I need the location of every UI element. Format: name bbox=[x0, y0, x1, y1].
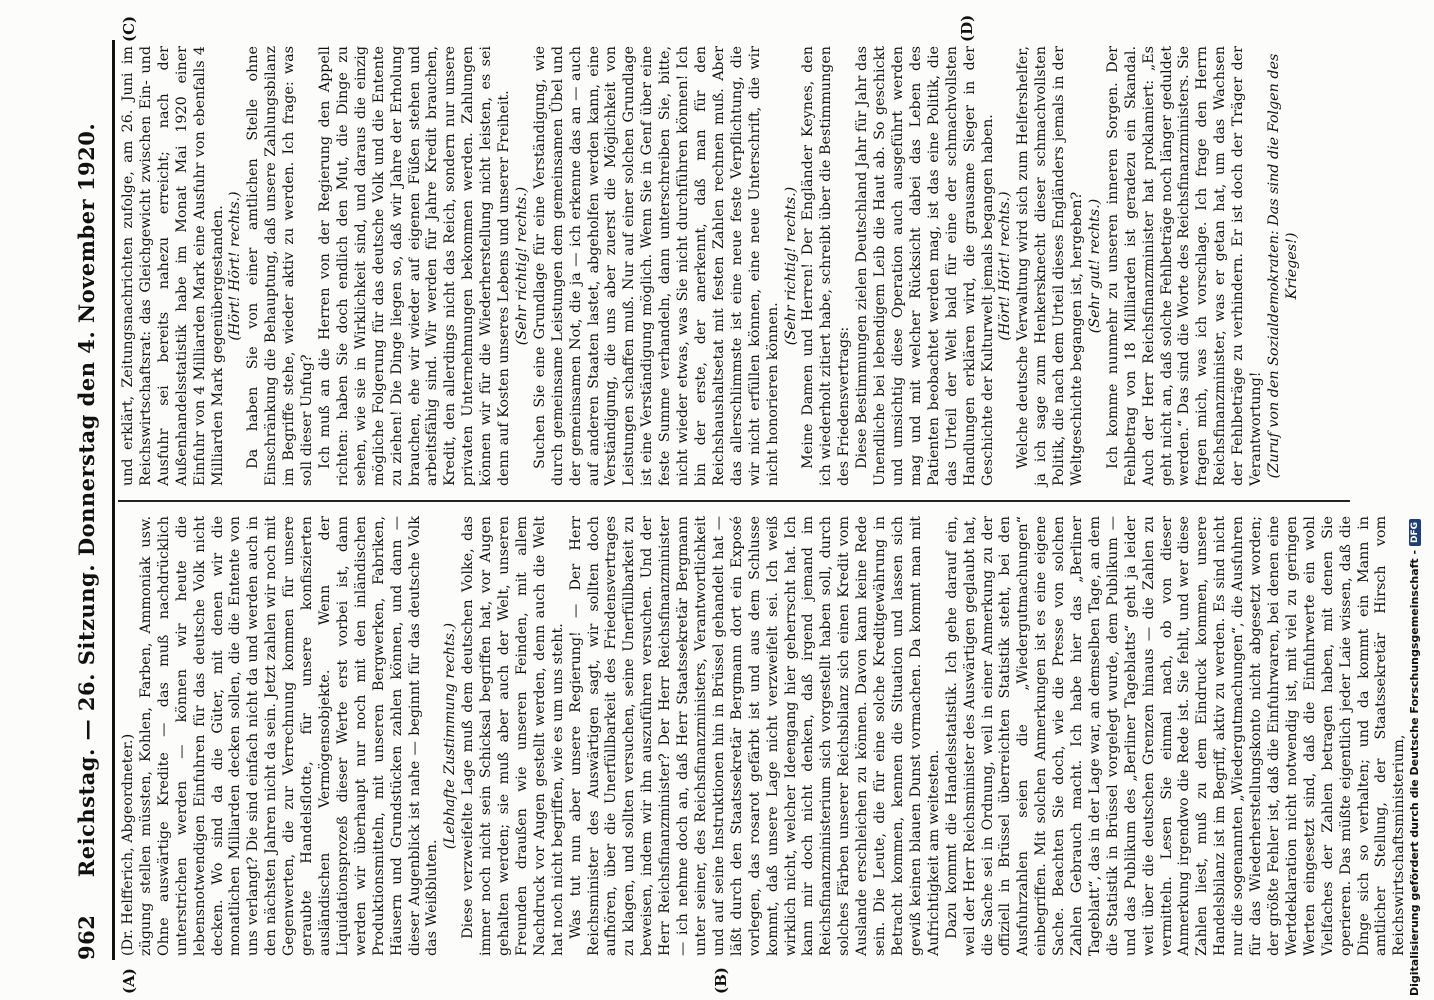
digitization-credit bbox=[1408, 16, 1430, 996]
interjection: (Hört! Hört! rechts.) bbox=[997, 191, 1014, 341]
paragraph: zügung stellen müssten, Kohlen, Farben, Ammoniak usw. Ohne auswärtige Kredite — das muß nachdrücklich unterstrichen werden — können wir heute die lebensnotwendigen Einfuhren für das deutsche Volk nicht decken. Wo sind da die Güter, mit denen wir die monatlichen Milliarden decken sollen, die die Entente von uns verlangt? Die sind einfach nicht da und werden auch in den nächsten Jahren nicht da sein. Jetzt zahlen wir noch mit Gegenwerten, die zur Verrechnung kommen für unsere geraubte Handelsflotte, für unsere konfiszierten ausländischen Vermögensobjekte. Wenn der Liquidationsprozeß dieser Werte erst vorbei ist, dann werden wir überhaupt nur noch mit den inländischen Produktionsmitteln, mit unseren Bergwerken, Fabriken, Häusern und Grundstücken zahlen können, und dann — dieser Augenblick ist nahe — beginnt für das deutsche Volk das Weißbluten. bbox=[137, 516, 441, 956]
margin-marker-b: (B) bbox=[712, 967, 730, 994]
dfg-logo-icon: DFG bbox=[1409, 519, 1421, 546]
paragraph: Meine Damen und Herren! Der Engländer Keynes, den ich wiederholt zitiert habe, schreibt über die Bestimmungen des Friedensvertrags: bbox=[800, 46, 853, 486]
margin-marker-c: (C) bbox=[120, 15, 138, 42]
interjection: (Sehr richtig! rechts.) bbox=[782, 186, 799, 346]
page-title: Reichstag. — 26. Sitzung. Donnerstag den 4. November 1920. bbox=[74, 122, 99, 878]
interjection: (Hört! Hört! rechts.) bbox=[227, 191, 244, 341]
paragraph: Was tut nun aber unsere Regierung! — Der Herr Reichsminister des Auswärtigen sagt, wir sollten doch aufhören, über die Unerfüllbarkeit des Friedensvertrages zu klagen, und sollten versuchen, seine Unerfüllbarkeit zu beweisen, indem wir ihn auszuführen versuchen. Und der Herr Reichsfinanzminister? Der Herr Reichsfinanzminister — ich nehme doch an, daß Herr Staatssekretär Bergmann unter seiner, des Reichsfinanzministers, Verantwortlichkeit und auf seine Instruktionen hin in Brüssel gehandelt hat — läßt durch den Staatssekretär Bergmann dort ein Exposé vorlegen, das rosarot gefärbt ist und aus dem Schlusse kommt, daß unsere Lage nicht verzweifelt sei. Ich weiß wirklich nicht, welcher Ideengang hier geherrscht hat. Ich kann mir doch nicht denken, daß irgend jemand im Reichsfinanzministerium sich vorgestellt haben soll, durch solches Färben unserer Reichsbilanz sich einen Kredit vom Auslande erschleichen zu können. Davon kann keine Rede sein. Die Leute, die für eine solche Kreditgewährung in Betracht kommen, kennen die Situation und lassen sich gewiß keinen blauen Dunst vormachen. Da kommt man mit Aufrichtigkeit am weitesten. bbox=[567, 516, 942, 956]
paragraph: Ich muß an die Herren von der Regierung den Appell richten: haben Sie doch endlich den Mut, die Dinge zu sehen, wie sie in Wirklichkeit sind, und daraus die einzig mögliche Folgerung für das deutsche Volk und die Entente zu ziehen! Die Dinge liegen so, daß wir Jahre der Erholung brauchen, ehe wir wieder auf eigenen Füßen stehen und arbeitsfähig sind. Wir werden für Jahre Kredit brauchen, Kredit, den allerdings nicht das Reich, sondern nur unsere privaten Unternehmungen bekommen werden. Zahlungen können wir für die Wiederherstellung nicht leisten, es sei denn auf Kosten unseres Lebens und unserer Freiheit. bbox=[316, 46, 513, 486]
interjection: (Sehr gut! rechts.) bbox=[1086, 198, 1103, 334]
interjection: (Zuruf von den Sozialdemokraten: Das sind die Folgen des Krieges!) bbox=[1266, 53, 1300, 479]
paragraph: Dazu kommt die Handelsstatistik. Ich gehe darauf ein, weil der Herr Reichsminister des Auswärtigen geglaubt hat, die Sache sei in Ordnung, weil in einer Anmerkung zu der offiziell in Brüssel überreichten Statistik steht, bei den Ausfuhrzahlen seien die „Wiedergutmachungen“ einbegriffen. Mit solchen Anmerkungen ist es eine eigene Sache. Beachten Sie doch, wie die Presse von solchen Zahlen Gebrauch macht. Ich habe hier das „Berliner Tageblatt“, das in der Lage war, an demselben Tage, an dem die Statistik in Brüssel vorgelegt wurde, dem Publikum — und das Publikum des „Berliner Tageblatts“ geht ja leider weit über die deutschen Grenzen hinaus — die Zahlen zu vermitteln. Lesen Sie einmal nach, ob von dieser Anmerkung irgendwo die Rede ist. Sie fehlt, und wer diese Zahlen liest, muß zu dem Eindruck kommen, unsere Handelsbilanz ist im Begriff, aktiv zu werden. Es sind nicht nur die sogenannten „Wiedergutmachungen“, die Ausfuhren für das Wiederherstellungskonto nicht abgesetzt worden; der größte Fehler ist, daß die Einfuhrwaren, bei denen eine Wertdeklaration nicht notwendig ist, mit viel zu geringen Werten eingesetzt sind, daß die Einfuhrwerte ein wohl Vielfaches der Zahlen betragen haben, mit denen Sie operieren. Das müßte eigentlich jeder Laie wissen, daß die Dinge sich so verhalten; und da kommt ein Mann in amtlicher Stellung, der Staatssekretär Hirsch vom Reichswirtschaftsministerium, bbox=[943, 516, 1408, 956]
column-divider bbox=[118, 500, 1350, 502]
paragraph: Ich komme nunmehr zu unseren inneren Sorgen. Der Fehlbetrag von 18 Milliarden ist geradezu ein Skandal. Auch der Herr Reichsfinanzminister hat proklamiert: „Es geht nicht an, daß solche Fehlbeträge noch länger geduldet werden.“ Das sind die Worte des Reichsfinanzministers. Sie fragen mich, was ich vorschlage. Ich frage den Herrn Reichsfinanzminister, was er getan hat, um das Wachsen der Fehlbeträge zu verhindern. Er ist doch der Träger der Verantwortung! bbox=[1104, 46, 1265, 486]
paragraph: Diese verzweifelte Lage muß dem deutschen Volke, das immer noch nicht sein Schicksal begriffen hat, vor Augen gehalten werden; sie muß aber auch der Welt, unseren Freunden draußen wie unseren Feinden, mit allem Nachdruck vor Augen gestellt werden, denn auch die Welt hat noch nicht begriffen, wie es um uns steht. bbox=[460, 516, 566, 956]
paragraph: und erklärt, Zeitungsnachrichten zufolge, am 26. Juni im Reichswirtschaftsrat: das Gleichgewicht zwischen Ein- und Ausfuhr sei bereits nahezu erreicht; nach der Außenhandelsstatistik habe im Monat Mai 1920 einer Einfuhr von 4 Milliarden Mark eine Ausfuhr von ebenfalls 4 Milliarden Mark gegenübergestanden. bbox=[120, 46, 226, 486]
credit-text: Digitalisierung gefördert durch die Deutsche Forschungsgemeinschaft - bbox=[1408, 549, 1421, 996]
paragraph: Da haben Sie von einer amtlichen Stelle ohne Einschränkung die Behauptung, daß unsere Zahlungsbilanz im Begriffe stehe, wieder aktiv zu werden. Ich frage: was soll dieser Unfug? bbox=[245, 46, 316, 486]
page-number: 962 bbox=[74, 914, 99, 960]
header-rule bbox=[112, 40, 115, 960]
quote-paragraph: Diese Bestimmungen zielen Deutschland Jahr für Jahr das Unendliche bei lebendigem Leib die Haut ab. So geschickt und umsichtig diese Operation auch ausgeführt werden mag und mit welcher Rücksicht dabei das Leben des Patienten beobachtet werden mag, ist das eine Politik, die das Urteil der Welt bald für eine der schmachvollsten Handlungen erklären wird, die grausame Sieger in der Geschichte der Kulturwelt jemals begangen haben. bbox=[854, 46, 996, 486]
text-column-left bbox=[120, 516, 1408, 956]
interjection: (Sehr richtig! rechts.) bbox=[513, 186, 530, 346]
page-header bbox=[74, 40, 110, 960]
interjection: (Lebhafte Zustimmung rechts.) bbox=[442, 622, 459, 850]
margin-marker-a: (A) bbox=[120, 968, 138, 994]
text-column-right bbox=[120, 46, 1346, 486]
paragraph: Suchen Sie eine Grundlage für eine Verständigung, wie durch gemeinsame Leistungen dem gemeinsamen Übel und der gemeinsamen Not, die ja — ich erkenne das an — auch auf anderen Staaten lastet, abgeholfen werden kann, eine Verständigung, die uns aber zuerst die Möglichkeit von Leistungen schaffen muß. Nur auf einer solchen Grundlage ist eine Verständigung möglich. Wenn Sie in Genf über eine feste Summe verhandeln, dann unterschreiben Sie, bitte, nicht wieder etwas, was Sie nicht durchführen können! Ich bin der erste, der anerkennt, daß man für den Reichshaushaltsetat mit festen Zahlen rechnen muß. Aber das allerschlimmste ist eine neue feste Verpflichtung, die wir nicht erfüllen können, eine neue Unterschrift, die wir nicht honorieren können. bbox=[531, 46, 781, 486]
paragraph: Welche deutsche Verwaltung wird sich zum Helfershelfer, ja ich sage zum Henkersknecht dieser schmachvollsten Politik, die nach dem Urteil dieses Engländers jemals in der Weltgeschichte begangen ist, hergeben? bbox=[1015, 46, 1086, 486]
paragraph: (Dr. Helfferich, Abgeordneter.) bbox=[120, 733, 136, 956]
margin-marker-d: (D) bbox=[958, 14, 976, 42]
